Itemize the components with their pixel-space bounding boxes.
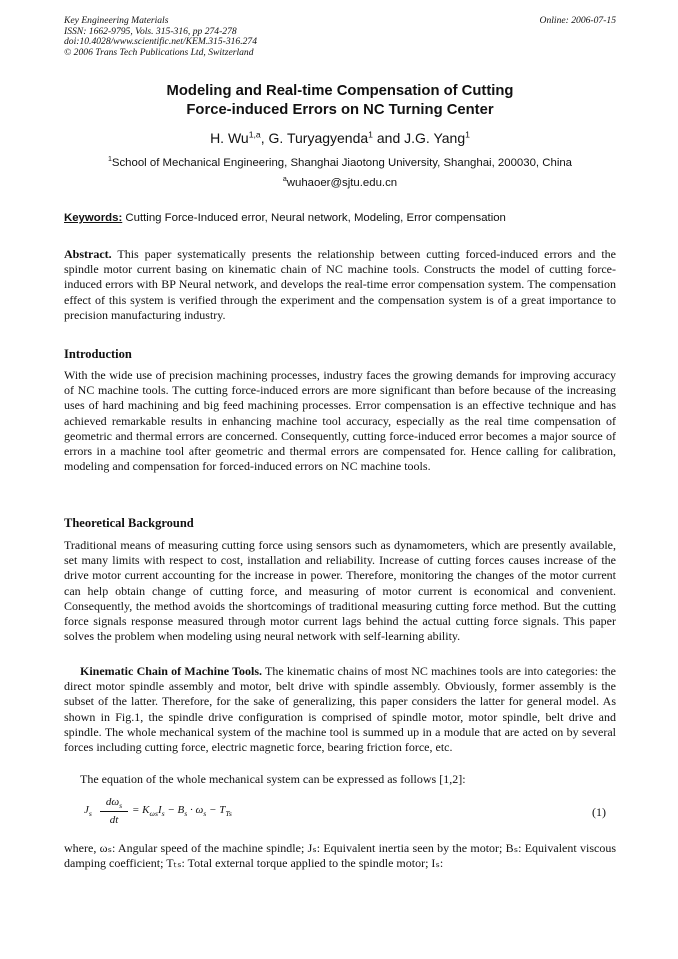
eq-rhs: = $K_{\omega s}I_s - B_s \cdot \omega_s - T_{Ts}$ xyxy=(132,804,232,819)
journal-copyright: © 2006 Trans Tech Publications Ltd, Switzerland xyxy=(64,46,254,58)
equation-1 xyxy=(84,796,616,830)
section-heading-introduction: Introduction xyxy=(64,347,132,361)
author-name: and J.G. Yang xyxy=(373,130,466,146)
theory-paragraph-1: Traditional means of measuring cutting force using sensors such as dynamometers, which are presently available, set many limits with respect to cost, installation and reliability. Increase of cutting forces causes increase of the drive motor current accounting for the increase in power. Therefore, monitoring the changes of the motor current can help obtain change of cutting force, and measuring of motor current is economical and convenient. Consequently, the method avoids the shortcomings of traditional measuring cutting force method. But the cutting force signals response measured through motor current lags behind the actual cutting force signals. This paper solves the problem when modeling using neural network with self-learning ability. xyxy=(64,538,616,644)
online-date: Online: 2006-07-15 xyxy=(539,15,616,26)
affiliation xyxy=(64,156,616,170)
author-email xyxy=(64,176,616,190)
author-affiliation-mark: 1 xyxy=(465,129,470,140)
eq-fraction-numerator: $d\omega_s$ xyxy=(105,796,123,811)
paper-title-line-2: Force-induced Errors on NC Turning Center xyxy=(186,101,494,118)
journal-header xyxy=(64,16,616,58)
abstract-label: Abstract. xyxy=(64,247,112,261)
keywords-label: Keywords: xyxy=(64,212,123,224)
email-mark: a xyxy=(282,176,287,184)
paper-title xyxy=(64,82,616,119)
keywords xyxy=(64,211,616,225)
author-list xyxy=(64,130,616,146)
equation-number: (1) xyxy=(592,805,606,819)
abstract xyxy=(64,247,616,323)
section-heading-theory: Theoretical Background xyxy=(64,516,194,530)
theory-paragraph-2-text: The kinematic chains of most NC machines tools are into categories: the direct motor spindle assembly and motor, belt drive with spindle assembly. Obviously, former assembly is the subset of the latter. Therefore, for the sake of generalizing, this paper considers the latter for general model. As shown in Fig.1, the spindle drive configuration is comprised of spindle motor, motor spindle, belt drive and spindle. The whole mechanical system of the machine tool is summed up in a module that are acted on by several forces including cutting force, electric magnetic force, bearing friction force, etc. xyxy=(64,664,616,755)
eq-fraction-bar xyxy=(100,811,128,812)
variable-definitions: where, ωₛ: Angular speed of the machine spindle; Jₛ: Equivalent inertia seen by the motor; Bₛ: Equivalent viscous damping coefficient; Tₜₛ: Total external torque applied to the spindle motor; Iₛ: xyxy=(64,841,616,871)
journal-issn: ISSN: 1662-9795, Vols. 315-316, pp 274-278 xyxy=(64,25,237,37)
affiliation-text: School of Mechanical Engineering, Shanghai Jiaotong University, Shanghai, 200030, China xyxy=(111,157,573,169)
subsection-heading-kinematic-chain: Kinematic Chain of Machine Tools. xyxy=(80,664,263,678)
affiliation-mark: 1 xyxy=(107,156,112,164)
journal-name: Key Engineering Materials xyxy=(64,15,169,26)
paper-title-line-1: Modeling and Real-time Compensation of Cutting xyxy=(166,83,514,99)
journal-doi: doi:10.4028/www.scientific.net/KEM.315-316.274 xyxy=(64,36,258,48)
author-name: , G. Turyagyenda xyxy=(260,130,369,146)
author-affiliation-mark: 1,a xyxy=(248,129,261,140)
theory-paragraph-3: The equation of the whole mechanical system can be expressed as follows [1,2]: xyxy=(80,772,466,786)
email-address: wuhaoer@sjtu.edu.cn xyxy=(286,177,398,189)
author-name: H. Wu xyxy=(210,130,249,146)
eq-fraction-denominator: dt xyxy=(109,814,119,826)
abstract-text: This paper systematically presents the relationship between cutting forced-induced errors and the spindle motor current basing on kinematic chain of NC machine tools. Constructs the model of cutting force-induced errors with BP Neural network, and develops the real-time error compensation system. The compensation effect of this system is verified through the experiment and the compensation system is of a great importance to precision manufacturing industry. xyxy=(64,247,616,322)
keywords-text: Cutting Force-Induced error, Neural network, Modeling, Error compensation xyxy=(122,212,506,224)
introduction-paragraph: With the wide use of precision machining processes, industry faces the growing demands for improving accuracy of NC machine tools. The cutting force-induced errors are more significant than before because of the increasing uses of hard machining and big feed machining processes. Error compensation is an effective technique and has achieved remarkable results in enhancing machine tool accuracy, especially as the real time compensation of geometric and thermal errors are concerned. Consequently, cutting force-induced error becomes a major source of errors in a machine tool after geometric and thermal errors are compensated for. Hence calling for calibration, modeling and compensation for forced-induced errors on NC machine tools. xyxy=(64,368,616,474)
eq-lhs: $J_s$ xyxy=(84,804,92,819)
author-affiliation-mark: 1 xyxy=(368,129,373,140)
theory-paragraph-2 xyxy=(64,664,616,755)
